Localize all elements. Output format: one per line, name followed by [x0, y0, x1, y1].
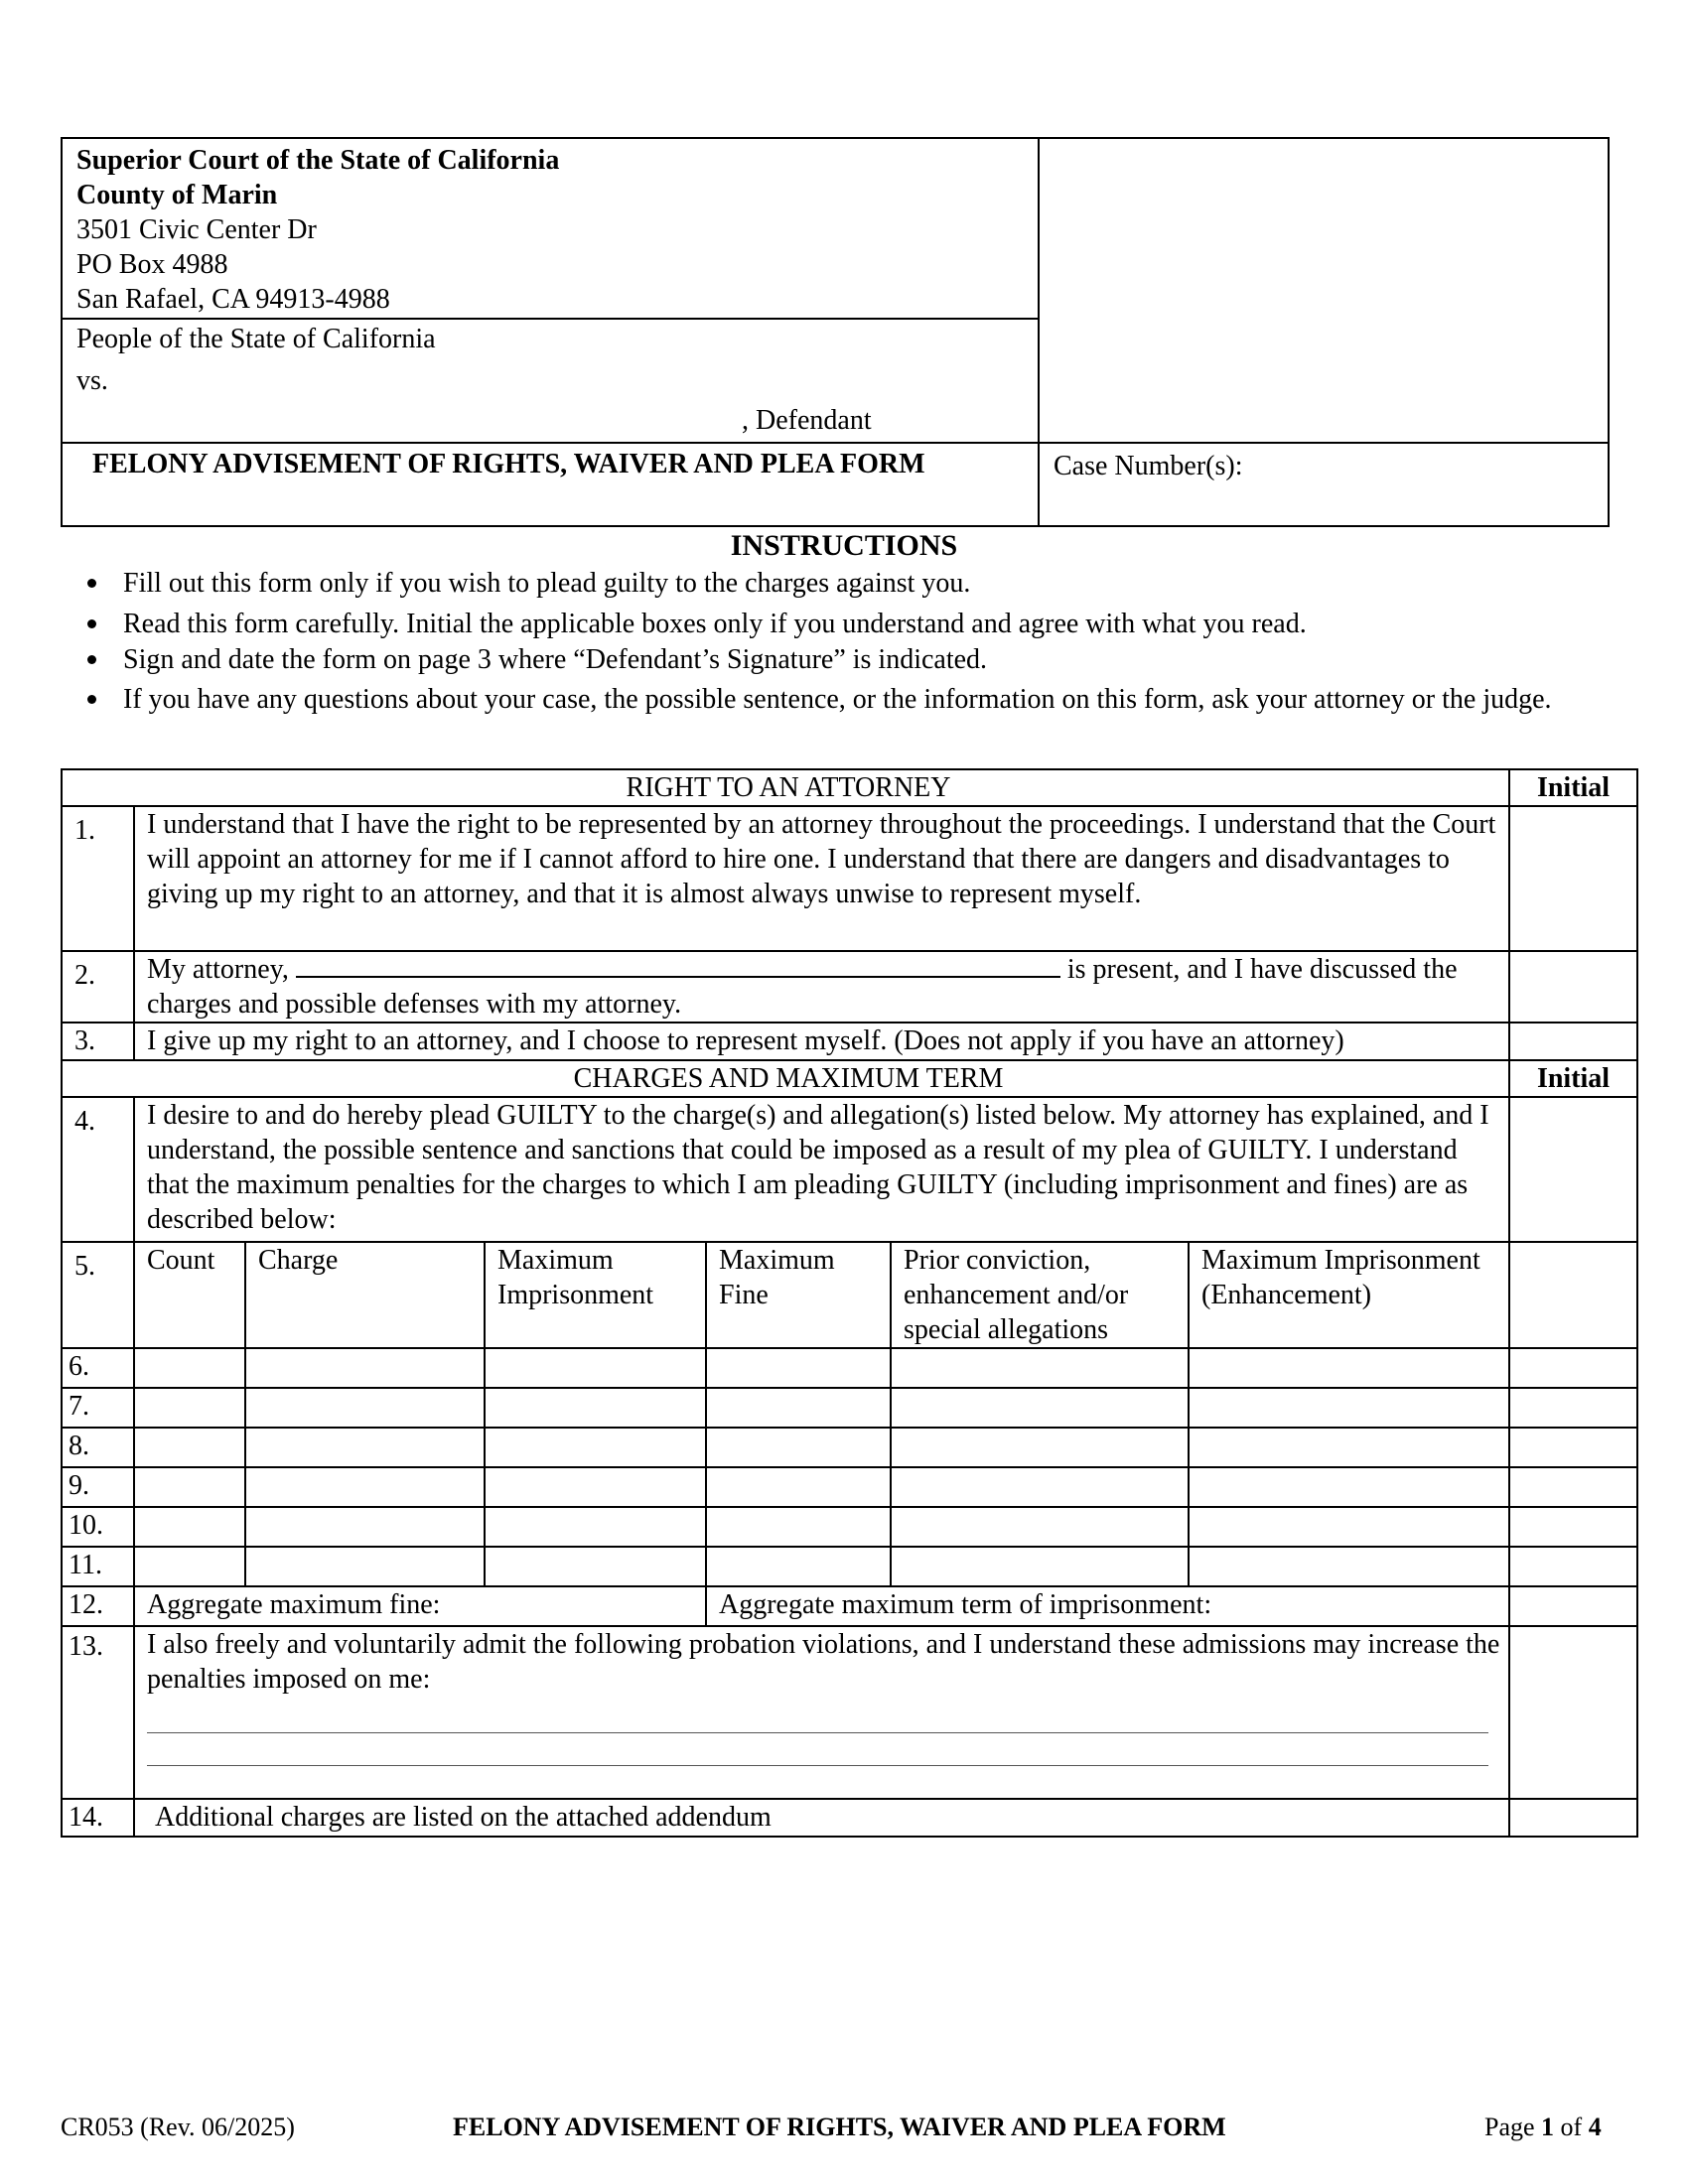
- table-row: [62, 1626, 1637, 1799]
- row-number: 7.: [62, 1388, 134, 1428]
- instructions-title: INSTRUCTIONS: [730, 529, 958, 562]
- max-enhancement-cell[interactable]: [1189, 1507, 1509, 1547]
- initial-box[interactable]: [1509, 1626, 1637, 1799]
- initial-box[interactable]: [1509, 1586, 1637, 1626]
- prior-conviction-cell[interactable]: [891, 1388, 1189, 1428]
- row-text: I give up my right to an attorney, and I choose to represent myself. (Does not apply if you have an attorney): [134, 1023, 1509, 1060]
- max-enhancement-cell[interactable]: [1189, 1428, 1509, 1467]
- prior-conviction-cell[interactable]: [891, 1467, 1189, 1507]
- max-enhancement-cell[interactable]: [1189, 1388, 1509, 1428]
- row-number: 2.: [62, 951, 134, 1023]
- aggregate-max-fine[interactable]: Aggregate maximum fine:: [134, 1586, 706, 1626]
- bullet-icon: [87, 579, 96, 588]
- county-name: County of Marin: [76, 180, 278, 210]
- court-address-line2: PO Box 4988: [76, 249, 228, 280]
- max-enhancement-cell[interactable]: [1189, 1348, 1509, 1388]
- attorney-name-field[interactable]: [296, 952, 1060, 978]
- court-address-line3: San Rafael, CA 94913-4988: [76, 284, 390, 315]
- charge-row: [62, 1388, 1637, 1428]
- initial-box[interactable]: [1509, 1507, 1637, 1547]
- count-cell[interactable]: [134, 1547, 245, 1586]
- initial-box[interactable]: [1509, 1097, 1637, 1242]
- column-header-prior-conviction: Prior conviction, enhancement and/or special allegations: [891, 1242, 1189, 1348]
- charge-row: [62, 1348, 1637, 1388]
- count-cell[interactable]: [134, 1388, 245, 1428]
- max-enhancement-cell[interactable]: [1189, 1467, 1509, 1507]
- count-cell[interactable]: [134, 1467, 245, 1507]
- court-address-line1: 3501 Civic Center Dr: [76, 214, 317, 245]
- row-number: 13.: [62, 1626, 134, 1799]
- row-number: 6.: [62, 1348, 134, 1388]
- row-text: My attorney, is present, and I have discussed the charges and possible defenses with my attorney.: [134, 951, 1509, 1023]
- prior-conviction-cell[interactable]: [891, 1507, 1189, 1547]
- bullet-icon: [87, 619, 96, 628]
- table-row: [62, 1799, 1637, 1837]
- row-number: 8.: [62, 1428, 134, 1467]
- bullet-icon: [87, 695, 96, 704]
- max-imprisonment-cell[interactable]: [485, 1348, 706, 1388]
- defendant-label: , Defendant: [742, 405, 872, 436]
- row-number: 5.: [62, 1242, 134, 1348]
- count-cell[interactable]: [134, 1428, 245, 1467]
- section-title-attorney: RIGHT TO AN ATTORNEY: [62, 769, 1509, 806]
- initial-box[interactable]: [1509, 1242, 1637, 1348]
- initial-box[interactable]: [1509, 1348, 1637, 1388]
- prior-conviction-cell[interactable]: [891, 1348, 1189, 1388]
- max-imprisonment-cell[interactable]: [485, 1388, 706, 1428]
- row-text: I also freely and voluntarily admit the following probation violations, and I understand these admissions may increase the penalties imposed on me:: [147, 1629, 1500, 1695]
- charge-cell[interactable]: [245, 1547, 485, 1586]
- max-enhancement-cell[interactable]: [1189, 1547, 1509, 1586]
- charges-header-row: [62, 1242, 1637, 1348]
- row-number: 9.: [62, 1467, 134, 1507]
- charge-cell[interactable]: [245, 1507, 485, 1547]
- row-number: 12.: [62, 1586, 134, 1626]
- table-row: [62, 1097, 1637, 1242]
- caption-divider: [63, 318, 1038, 320]
- row-number: 10.: [62, 1507, 134, 1547]
- row-text: I desire to and do hereby plead GUILTY to the charge(s) and allegation(s) listed below. My attorney has explained, and I understand, the possible sentence and sanctions that could be imposed as a result of my plea of GUILTY. I understand that the maximum penalties for the charges to which I am pleading GUILTY (including imprisonment and fines) are as described below:: [134, 1097, 1509, 1242]
- case-number-label: Case Number(s):: [1054, 451, 1243, 481]
- column-header-charge: Charge: [245, 1242, 485, 1348]
- column-header-count: Count: [134, 1242, 245, 1348]
- bullet-icon: [87, 655, 96, 664]
- count-cell[interactable]: [134, 1348, 245, 1388]
- initial-box[interactable]: [1509, 1799, 1637, 1837]
- initial-box[interactable]: [1509, 1023, 1637, 1060]
- table-row: [62, 951, 1637, 1023]
- plea-table: [61, 768, 1638, 1838]
- form-code: CR053 (Rev. 06/2025): [61, 2113, 295, 2141]
- charge-row: [62, 1428, 1637, 1467]
- max-fine-cell[interactable]: [706, 1428, 891, 1467]
- column-header-max-fine: Maximum Fine: [706, 1242, 891, 1348]
- charge-row: [62, 1547, 1637, 1586]
- instruction-item: Fill out this form only if you wish to plead guilty to the charges against you.: [87, 566, 1621, 601]
- probation-violation-line[interactable]: [147, 1732, 1488, 1733]
- max-imprisonment-cell[interactable]: [485, 1547, 706, 1586]
- prior-conviction-cell[interactable]: [891, 1547, 1189, 1586]
- table-row: [62, 806, 1637, 951]
- initial-box[interactable]: [1509, 951, 1637, 1023]
- section-header-row: [62, 769, 1637, 806]
- aggregate-max-term[interactable]: Aggregate maximum term of imprisonment:: [706, 1586, 1509, 1626]
- instruction-item: If you have any questions about your case, the possible sentence, or the information on this form, ask your attorney or the judge.: [87, 682, 1621, 717]
- table-row: [62, 1023, 1637, 1060]
- count-cell[interactable]: [134, 1507, 245, 1547]
- page-indicator: Page 1 of 4: [1484, 2113, 1602, 2141]
- probation-violations-cell: [134, 1626, 1509, 1799]
- prior-conviction-cell[interactable]: [891, 1428, 1189, 1467]
- initial-box[interactable]: [1509, 1467, 1637, 1507]
- court-name: Superior Court of the State of California: [76, 145, 560, 176]
- caption-vertical-divider: [1038, 139, 1040, 525]
- max-imprisonment-cell[interactable]: [485, 1467, 706, 1507]
- row-text: I understand that I have the right to be represented by an attorney throughout the proceedings. I understand that the Court will appoint an attorney for me if I cannot afford to hire one. I understand that there are dangers and disadvantages to giving up my right to an attorney, and that it is almost always unwise to represent myself.: [134, 806, 1509, 951]
- caption-divider: [63, 442, 1608, 444]
- form-title: FELONY ADVISEMENT OF RIGHTS, WAIVER AND PLEA FORM: [92, 449, 925, 479]
- initial-header: Initial: [1509, 1060, 1637, 1097]
- row-number: 1.: [62, 806, 134, 951]
- column-header-max-imprisonment: Maximum Imprisonment: [485, 1242, 706, 1348]
- row-number: 4.: [62, 1097, 134, 1242]
- initial-box[interactable]: [1509, 1388, 1637, 1428]
- footer-title: FELONY ADVISEMENT OF RIGHTS, WAIVER AND PLEA FORM: [453, 2113, 1226, 2141]
- row-number: 3.: [62, 1023, 134, 1060]
- instruction-item: Sign and date the form on page 3 where “Defendant’s Signature” is indicated.: [87, 642, 1621, 677]
- instruction-item: Read this form carefully. Initial the applicable boxes only if you understand and agree with what you read.: [87, 607, 1621, 641]
- charge-cell[interactable]: [245, 1428, 485, 1467]
- section-title-charges: CHARGES AND MAXIMUM TERM: [62, 1060, 1509, 1097]
- initial-box[interactable]: [1509, 1428, 1637, 1467]
- probation-violation-line[interactable]: [147, 1765, 1488, 1766]
- max-imprisonment-cell[interactable]: [485, 1507, 706, 1547]
- max-fine-cell[interactable]: [706, 1507, 891, 1547]
- initial-header: Initial: [1509, 769, 1637, 806]
- initial-box[interactable]: [1509, 1547, 1637, 1586]
- row-number: 14.: [62, 1799, 134, 1837]
- plaintiff-label: People of the State of California: [76, 324, 436, 354]
- max-imprisonment-cell[interactable]: [485, 1428, 706, 1467]
- caption-box: [61, 137, 1610, 527]
- max-fine-cell[interactable]: [706, 1467, 891, 1507]
- charge-cell[interactable]: [245, 1467, 485, 1507]
- initial-box[interactable]: [1509, 806, 1637, 951]
- charge-cell[interactable]: [245, 1348, 485, 1388]
- max-fine-cell[interactable]: [706, 1388, 891, 1428]
- versus-label: vs.: [76, 365, 108, 396]
- row-text: Additional charges are listed on the attached addendum: [134, 1799, 1509, 1837]
- aggregate-row: [62, 1586, 1637, 1626]
- section-header-row: [62, 1060, 1637, 1097]
- charge-row: [62, 1507, 1637, 1547]
- charge-row: [62, 1467, 1637, 1507]
- max-fine-cell[interactable]: [706, 1348, 891, 1388]
- charge-cell[interactable]: [245, 1388, 485, 1428]
- column-header-max-enhancement: Maximum Imprisonment (Enhancement): [1189, 1242, 1509, 1348]
- max-fine-cell[interactable]: [706, 1547, 891, 1586]
- row-number: 11.: [62, 1547, 134, 1586]
